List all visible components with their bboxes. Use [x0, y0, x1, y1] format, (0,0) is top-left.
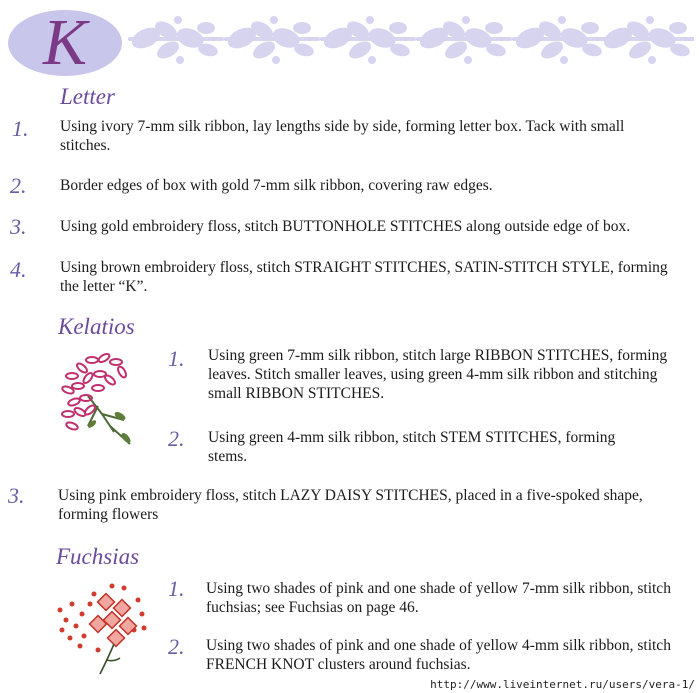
watermark-url: http://www.liveinternet.ru/users/vera-1/	[430, 678, 695, 691]
step-text: Border edges of box with gold 7-mm silk ribbon, covering raw edges.	[60, 177, 493, 194]
section-heading-fuchsias: Fuchsias	[56, 544, 140, 569]
step-text: Using two shades of pink and one shade of yellow 7-mm silk ribbon, stitch fuchsias; see Fuchsias on page 46.	[206, 580, 671, 616]
step-text: Using ivory 7-mm silk ribbon, lay lengths side by side, forming letter box. Tack with small stitches.	[60, 118, 625, 154]
step-number: 3.	[10, 214, 27, 239]
step-number: 1.	[12, 116, 29, 141]
step-number: 3.	[8, 483, 25, 508]
section-heading-letter: Letter	[60, 84, 115, 109]
step-text: Using two shades of pink and one shade of yellow 4-mm silk ribbon, stitch FRENCH KNOT clusters around fuchsias.	[206, 637, 671, 673]
floral-border-decoration	[128, 8, 694, 72]
step-text: Using pink embroidery floss, stitch LAZY DAISY STITCHES, placed in a five-spoked shape, forming flowers	[58, 487, 643, 523]
letter-badge	[8, 6, 122, 79]
step-number: 4.	[10, 257, 27, 282]
fuchsias-flower-illustration	[54, 580, 150, 680]
step-text: Using brown embroidery floss, stitch STRAIGHT STITCHES, SATIN-STITCH STYLE, forming the letter “K”.	[60, 259, 668, 295]
step-number: 1.	[168, 346, 185, 371]
section-heading-kelatios: Kelatios	[58, 314, 135, 339]
step-number: 2.	[168, 426, 185, 451]
step-number: 2.	[168, 634, 185, 659]
step-number: 2.	[10, 173, 27, 198]
step-number: 1.	[168, 576, 185, 601]
step-text: Using green 4-mm silk ribbon, stitch STEM STITCHES, forming stems.	[208, 429, 616, 465]
step-text: Using green 7-mm silk ribbon, stitch large RIBBON STITCHES, forming leaves. Stitch smaller leaves, using green 4-mm silk ribbon and stitching small RIBBON STITCHES.	[208, 347, 668, 402]
step-text: Using gold embroidery floss, stitch BUTTONHOLE STITCHES along outside edge of box.	[60, 218, 631, 235]
badge-letter: K	[42, 6, 88, 79]
kelatios-flower-illustration	[58, 346, 142, 450]
